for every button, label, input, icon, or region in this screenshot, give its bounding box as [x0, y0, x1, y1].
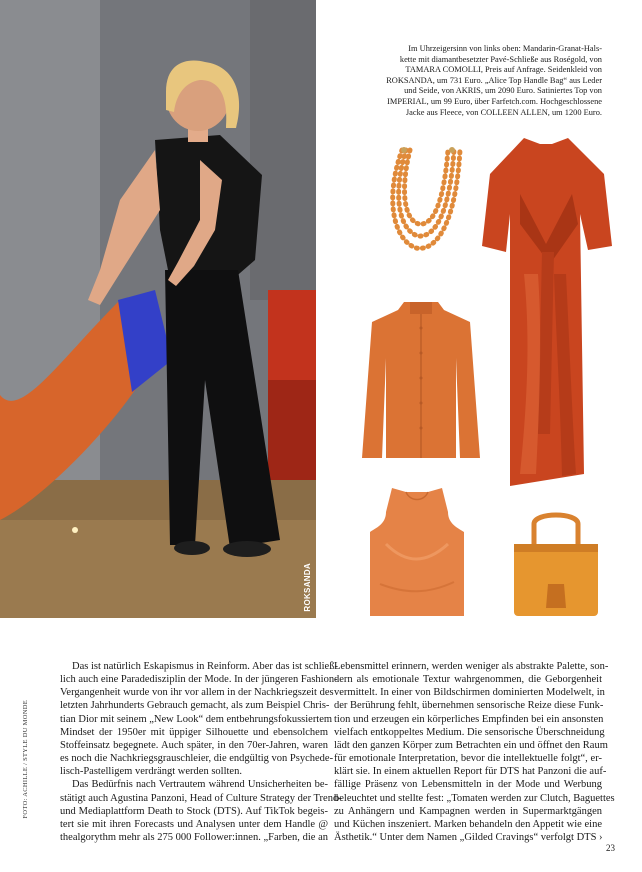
photo-illustration — [0, 0, 316, 618]
text-line: Vergangenheit wurde von ihr vor allem in der Nachkriegszeit des — [60, 687, 334, 699]
caption-line: ROKSANDA, um 731 Euro. „Alice Top Handle Bag“ aus Leder — [386, 75, 602, 85]
top-icon — [366, 484, 468, 622]
product-caption — [336, 44, 602, 118]
dress-icon — [480, 134, 614, 490]
necklace-icon — [364, 140, 474, 270]
photo-credit-side: FOTO: ACHILLE / STYLE DU MONDE — [22, 700, 29, 819]
text-line: letzten Jahrhunderts Gebrauch gemacht, als zum Beispiel Chris- — [60, 700, 330, 712]
text-line: klärt sie. In einem aktuellen Report für DTS hat Panzoni die auf- — [334, 766, 607, 778]
runway-photo — [0, 0, 316, 618]
text-line: zu Anhängern und Kampagnen werden in Supermarktgängen — [334, 805, 602, 817]
text-line: lisch-Pastelligem verdrängt werden sollten. — [60, 766, 242, 778]
text-line: und Mediaplattform Death to Stock (DTS). Auf TikTok begeis- — [60, 805, 328, 817]
photo-credit: ROKSANDA — [303, 563, 312, 612]
caption-line: und Seide, von AKRIS, um 2090 Euro. Satiniertes Top von — [404, 86, 602, 96]
text-line: Lebensmittel erinnern, werden weniger als abstrakte Palette, son- — [334, 661, 609, 672]
text-line: vermittelt. In einer von Bildschirmen dominierten Modelwelt, in — [334, 687, 605, 699]
text-line: und Küchen inszeniert. Marken behandeln den Appetit wie eine — [334, 818, 602, 830]
text-line: fällige Präsenz von Lebensmitteln in der Mode und Werbung — [334, 779, 602, 791]
text-line: tian Dior mit seinem „New Look“ dem entbehrungsfokussiertem — [60, 713, 333, 725]
text-line: vielfach entkoppeltes Medium. Die sensorische Überschneidung — [334, 726, 605, 738]
text-line: stätigt auch Agustina Panzoni, Head of Culture Strategy der Trend- — [60, 792, 342, 804]
article-column-1 — [60, 660, 342, 844]
text-line: dern als emotionale Textur wahrgenommen, die Geborgenheit — [334, 674, 602, 686]
caption-line: TAMARA COMOLLI, Preis auf Anfrage. Seidenkleid von — [405, 65, 602, 75]
text-line: lich auch eine Paradedisziplin der Mode. In der jüngeren Fashion- — [60, 674, 338, 686]
page-number: 23 — [606, 843, 615, 853]
text-line: Mindset der 1950er mit üppiger Silhouette und ebensolchem — [60, 726, 328, 738]
jacket-icon — [360, 298, 482, 462]
text-line: Stoffeinsatz begegnete. Auch später, in den 70er-Jahren, waren — [60, 739, 328, 751]
bag-icon — [508, 508, 604, 620]
text-line: lädt den ganzen Körper zum Betrachten ein und öffnet den Raum — [334, 739, 608, 751]
text-line: Das ist natürlich Eskapismus in Reinform. Aber das ist schließ- — [72, 661, 338, 672]
caption-line: IMPERIAL, um 99 Euro, über Farfetch.com. Hochgeschlossene — [387, 96, 602, 106]
text-line: tion und erzeugen ein körperliches Empfinden bei ein ansonsten — [334, 713, 604, 725]
caption-line: Jacke aus Fleece, von COLLEEN ALLEN, um 1200 Euro. — [405, 107, 602, 117]
text-line: Das Bedürfnis nach Vertrautem während Unsicherheiten be- — [72, 779, 328, 791]
text-line: beleuchtet und stellte fest: „Tomaten werden zur Clutch, Baguettes — [334, 792, 615, 804]
text-line: Ästhetik.“ Unter dem Namen „Gilded Cravings“ verfolgt DTS › — [334, 832, 603, 844]
text-line: der Berührung fehlt, übernehmen sensorische Reize diese Funk- — [334, 700, 604, 712]
text-line: für emotionale Interpretation, bevor die intellektuelle folgt“, er- — [334, 753, 602, 765]
article-column-2 — [334, 660, 615, 844]
text-line: es noch die Nachkriegsgrauschleier, die endgültig von Psychede- — [60, 753, 334, 765]
caption-line: Im Uhrzeigersinn von links oben: Mandarin-Granat-Hals- — [408, 44, 602, 53]
text-line: thealgorythm mehr als 275 000 Follower:innen. „Farben, die an — [60, 832, 328, 844]
text-line: tert sie mit ihren Forecasts und Analysen unter dem Handle @ — [60, 818, 328, 830]
caption-line: kette mit diamantbesetzter Pavé-Schließe aus Roségold, von — [399, 54, 602, 64]
